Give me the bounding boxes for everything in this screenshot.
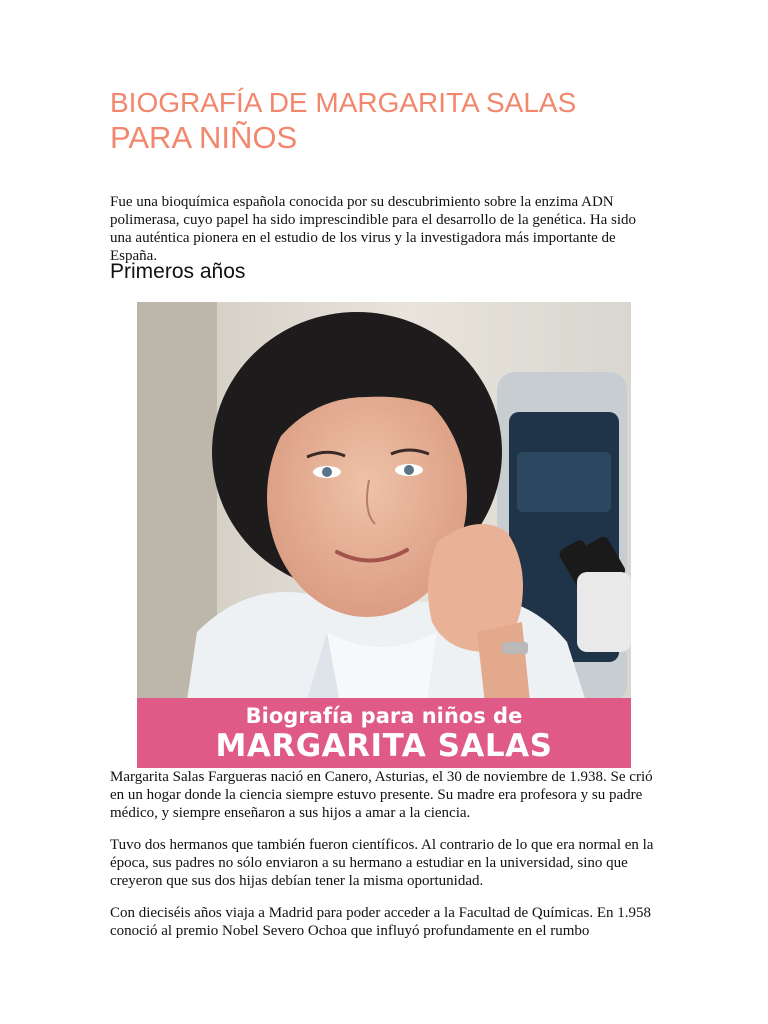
page-title-line-2: PARA NIÑOS — [110, 120, 298, 155]
banner-line-1: Biografía para niños de — [245, 704, 523, 728]
page-title-line-1: BIOGRAFÍA DE MARGARITA SALAS — [110, 87, 577, 118]
paragraph-1: Margarita Salas Fargueras nació en Canero, Asturias, el 30 de noviembre de 1.938. Se crió en un hogar donde la ciencia siempre estuvo presente. Su madre era profesora y su padre médico, y siempre enseñaron a sus hijos a amar a la ciencia. — [110, 769, 653, 821]
image-banner — [137, 698, 631, 768]
paragraph-2: Tuvo dos hermanos que también fueron científicos. Al contrario de lo que era normal en la época, sus padres no sólo enviaron a su hermano a estudiar en la universidad, sino que creyeron que sus dos hijas debían tener la misma oportunidad. — [110, 837, 654, 889]
section-heading: Primeros años — [110, 260, 246, 283]
paragraph-3: Con dieciséis años viaja a Madrid para poder acceder a la Facultad de Químicas. En 1.958 conoció al premio Nobel Severo Ochoa que influyó profundamente en el rumbo — [110, 905, 652, 939]
banner-line-2: MARGARITA SALAS — [215, 728, 553, 764]
page-title — [110, 86, 710, 156]
intro-paragraph: Fue una bioquímica española conocida por su descubrimiento sobre la enzima ADN polimerasa, cuyo papel ha sido imprescindible para el desarrollo de la genética. Ha sido una auténtica pionera en el estudio de los virus y la investigadora más importante de España. — [110, 194, 637, 264]
portrait-image — [137, 302, 631, 768]
